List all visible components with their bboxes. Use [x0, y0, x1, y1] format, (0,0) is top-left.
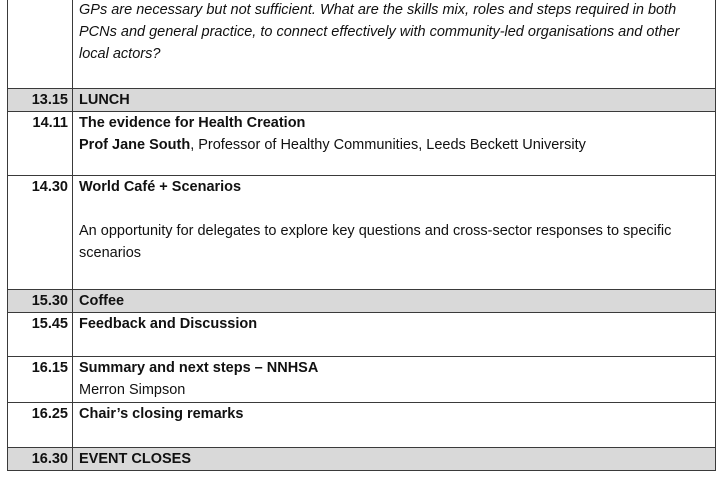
session-title: Chair’s closing remarks: [73, 403, 716, 448]
time-cell: 16.15: [8, 357, 73, 403]
agenda-table: [7, 0, 716, 471]
time-cell: 16.25: [8, 403, 73, 448]
time-cell: [8, 0, 73, 89]
agenda-row: [8, 176, 716, 290]
time-cell: 14.30: [8, 176, 73, 290]
speaker-role: , Professor of Healthy Communities, Leeds Beckett University: [190, 137, 586, 153]
time-cell: 15.45: [8, 313, 73, 357]
session-title: Feedback and Discussion: [73, 313, 716, 357]
speaker-name: Prof Jane South: [79, 137, 191, 153]
session-title: The evidence for Health Creation: [79, 115, 306, 131]
agenda-row: [8, 357, 716, 403]
agenda-row-close: [8, 448, 716, 471]
session-description: An opportunity for delegates to explore key questions and cross-sector responses to specific scenarios: [79, 223, 672, 261]
time-cell: 14.11: [8, 112, 73, 176]
agenda-row: [8, 313, 716, 357]
session-cell: [73, 357, 716, 403]
agenda-row: [8, 0, 716, 89]
agenda-row: [8, 403, 716, 448]
session-title: World Café + Scenarios: [79, 179, 242, 195]
session-title: LUNCH: [73, 89, 716, 112]
session-intro-text: GPs are necessary but not sufficient. What are the skills mix, roles and steps required in both PCNs and general practice, to connect effectively with community-led organisations and other local actors?: [79, 2, 680, 62]
time-cell: 15.30: [8, 290, 73, 313]
session-title: Summary and next steps – NNHSA: [79, 360, 319, 376]
session-title: EVENT CLOSES: [73, 448, 716, 471]
agenda-row: [8, 112, 716, 176]
agenda-row-coffee: [8, 290, 716, 313]
speaker-name: Merron Simpson: [79, 382, 186, 398]
agenda-row-lunch: [8, 89, 716, 112]
session-cell: [73, 0, 716, 89]
session-title: Coffee: [73, 290, 716, 313]
time-cell: 16.30: [8, 448, 73, 471]
session-cell: [73, 176, 716, 290]
session-cell: [73, 112, 716, 176]
time-cell: 13.15: [8, 89, 73, 112]
